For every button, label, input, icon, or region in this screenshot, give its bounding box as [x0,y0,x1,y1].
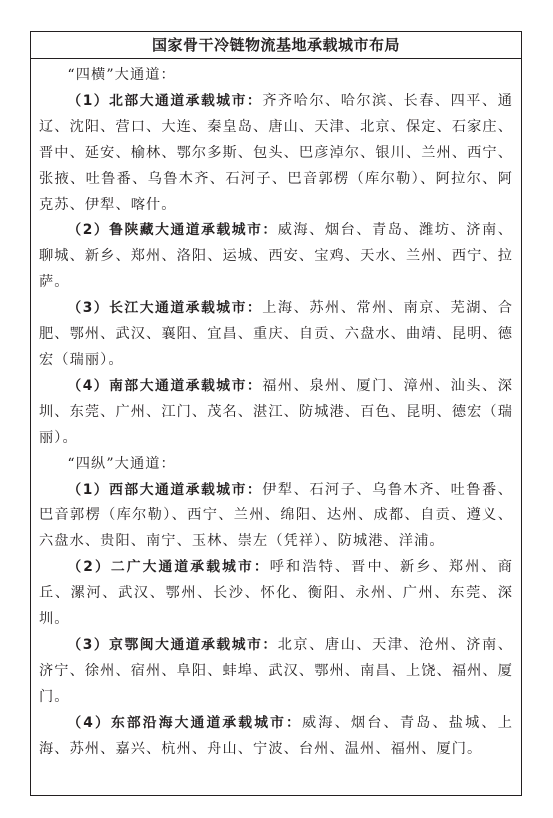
section-heading-vertical: “四纵”大通道： [67,455,176,472]
corridor-cities: 北京、唐山、天津、沧州、济南、济宁、徐州、宿州、阜阳、蚌埠、武汉、鄂州、南昌、上饶、福州、厦门。 [39,636,513,705]
corridor-cities: 威海、烟台、青岛、盐城、上海、苏州、嘉兴、杭州、舟山、宁波、台州、温州、福州、厦门。 [39,714,513,757]
corridor-label: （1）北部大通道承载城市： [67,92,263,109]
corridor-label: （3）京鄂闽大通道承载城市： [67,636,278,653]
corridor-item [39,478,513,556]
table-body [31,59,521,762]
corridor-item [39,711,513,763]
corridor-cities: 福州、泉州、厦门、漳州、汕头、深圳、东莞、广州、江门、茂名、湛江、防城港、百色、昆明、德宏（瑞丽）。 [39,377,513,446]
corridor-item [39,633,513,711]
corridor-label: （4）东部沿海大通道承载城市： [67,714,302,731]
corridor-label: （3）长江大通道承载城市： [67,300,263,317]
corridor-cities: 齐齐哈尔、哈尔滨、长春、四平、通辽、沈阳、营口、大连、秦皇岛、唐山、天津、北京、保定、石家庄、晋中、延安、榆林、鄂尔多斯、包头、巴彦淖尔、银川、兰州、西宁、张掖、吐鲁番、乌鲁木齐、石河子、巴音郭楞（库尔勒）、阿拉尔、阿克苏、伊犁、喀什。 [39,92,513,213]
section-heading-horizontal: “四横”大通道： [67,67,176,83]
corridor-item [39,296,513,374]
corridor-label: （2）二广大通道承载城市： [67,559,270,576]
corridor-item [39,374,513,452]
corridor-cities: 上海、苏州、常州、南京、芜湖、合肥、鄂州、武汉、襄阳、宜昌、重庆、自贡、六盘水、曲靖、昆明、德宏（瑞丽）。 [39,300,513,368]
corridor-label: （4）南部大通道承载城市： [67,377,263,394]
corridor-item [39,218,513,296]
layout-table [30,31,522,796]
corridor-item [39,555,513,633]
table-title: 国家骨干冷链物流基地承载城市布局 [31,32,521,59]
corridor-label: （1）西部大通道承载城市： [67,481,263,498]
corridor-cities: 伊犁、石河子、乌鲁木齐、吐鲁番、巴音郭楞（库尔勒）、西宁、兰州、绵阳、达州、成都、自贡、遵义、六盘水、贵阳、南宁、玉林、崇左（凭祥）、防城港、洋浦。 [39,481,513,550]
corridor-cities: 威海、烟台、青岛、潍坊、济南、聊城、新乡、郑州、洛阳、运城、西安、宝鸡、天水、兰州、西宁、拉萨。 [39,222,513,291]
corridor-label: （2）鲁陕藏大通道承载城市： [67,222,278,239]
corridor-item [39,89,513,219]
corridor-cities: 呼和浩特、晋中、新乡、郑州、商丘、漯河、武汉、鄂州、长沙、怀化、衡阳、永州、广州、东莞、深圳。 [39,559,513,628]
